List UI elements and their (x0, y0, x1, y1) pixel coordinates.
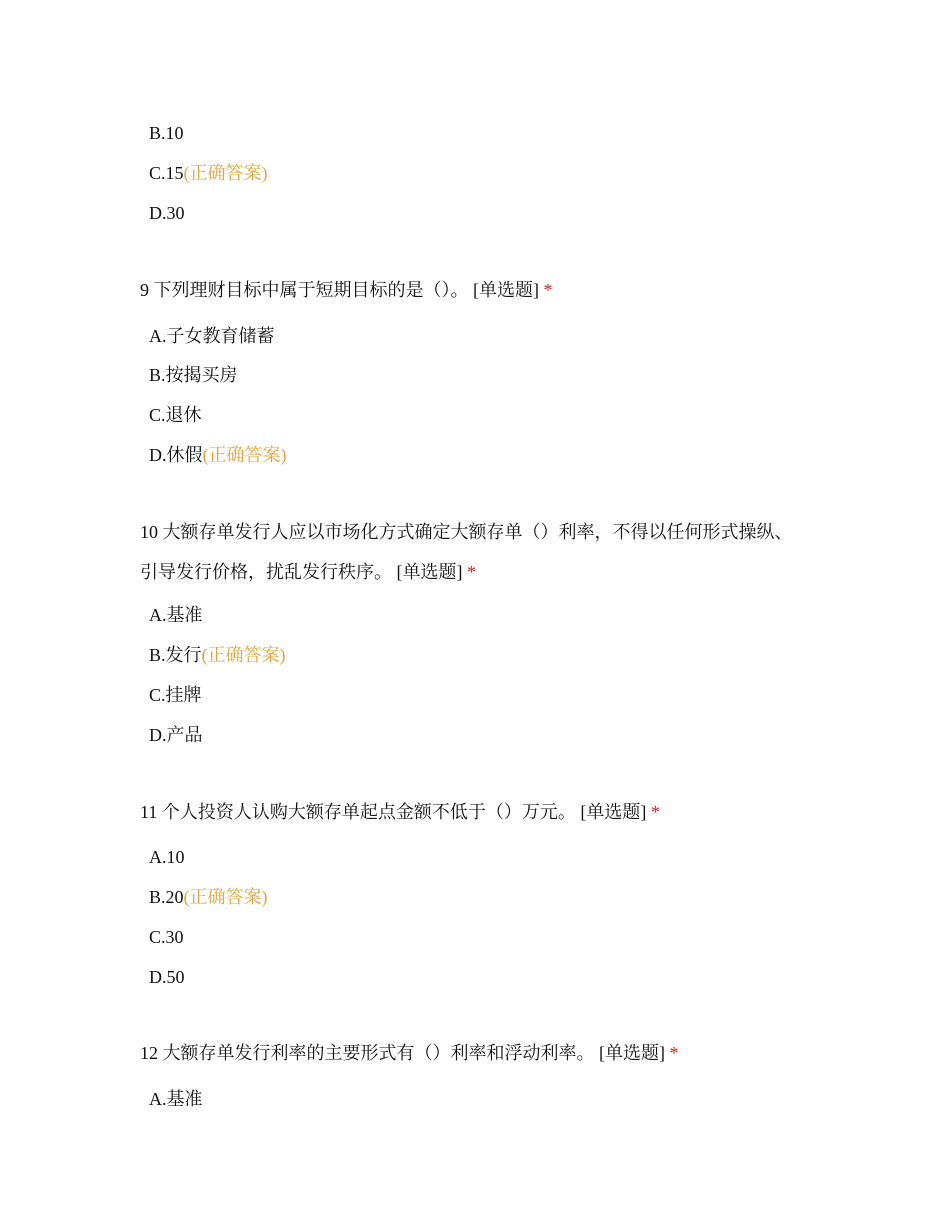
question-type: [单选题] (396, 562, 463, 582)
correct-answer-tag: (正确答案) (201, 645, 286, 665)
correct-answer-tag: (正确答案) (183, 887, 268, 907)
q8-option-c[interactable] (149, 162, 268, 184)
correct-answer-tag: (正确答案) (202, 445, 287, 465)
question-9-title (140, 270, 800, 310)
required-mark: * (467, 562, 476, 582)
required-mark: * (543, 280, 553, 300)
q9-option-d[interactable] (149, 444, 287, 466)
q8-option-b[interactable] (149, 122, 184, 144)
question-number: 12 (140, 1043, 158, 1063)
question-10-title (140, 512, 800, 592)
option-label: C.30 (149, 927, 184, 947)
option-label: D.产品 (149, 725, 203, 745)
option-label: D.30 (149, 203, 185, 223)
question-type: [单选题] (580, 802, 647, 822)
option-label: A.基准 (149, 605, 203, 625)
q9-option-a[interactable] (149, 325, 275, 347)
required-mark: * (669, 1043, 679, 1063)
q9-option-b[interactable] (149, 364, 238, 386)
question-text: 个人投资人认购大额存单起点金额不低于（）万元。 (161, 802, 576, 822)
q9-option-c[interactable] (149, 404, 202, 426)
question-text: 下列理财目标中属于短期目标的是（）。 (153, 280, 469, 300)
q11-option-a[interactable] (149, 846, 185, 868)
correct-answer-tag: (正确答案) (183, 163, 268, 183)
q11-option-b[interactable] (149, 886, 268, 908)
q11-option-c[interactable] (149, 926, 184, 948)
option-label: B.发行 (149, 645, 202, 665)
required-mark: * (650, 802, 660, 822)
question-11-title (140, 792, 800, 832)
question-type: [单选题] (599, 1043, 665, 1063)
option-label: C.退休 (149, 405, 202, 425)
option-label: A.子女教育储蓄 (149, 326, 275, 346)
question-text: 大额存单发行利率的主要形式有（）利率和浮动利率。 (162, 1043, 595, 1063)
question-text: 大额存单发行人应以市场化方式确定大额存单（）利率，不得以任何形式操纵、引导发行价格，扰乱发行秩序。 (140, 522, 793, 582)
option-label: A.基准 (149, 1089, 203, 1109)
option-label: B.10 (149, 123, 184, 143)
question-number: 9 (140, 280, 149, 300)
option-label: C.挂牌 (149, 685, 202, 705)
q10-option-d[interactable] (149, 724, 203, 746)
question-type: [单选题] (473, 280, 539, 300)
question-number: 10 (140, 522, 158, 542)
q11-option-d[interactable] (149, 966, 185, 988)
option-label: C.15 (149, 163, 184, 183)
q12-option-a[interactable] (149, 1088, 203, 1110)
option-label: D.休假 (149, 445, 203, 465)
option-label: B.按揭买房 (149, 365, 238, 385)
q8-option-d[interactable] (149, 202, 185, 224)
option-label: D.50 (149, 967, 185, 987)
q10-option-a[interactable] (149, 604, 203, 626)
option-label: A.10 (149, 847, 185, 867)
q10-option-c[interactable] (149, 684, 202, 706)
question-12-title (140, 1033, 800, 1073)
q10-option-b[interactable] (149, 644, 286, 666)
question-number: 11 (140, 802, 158, 822)
option-label: B.20 (149, 887, 184, 907)
